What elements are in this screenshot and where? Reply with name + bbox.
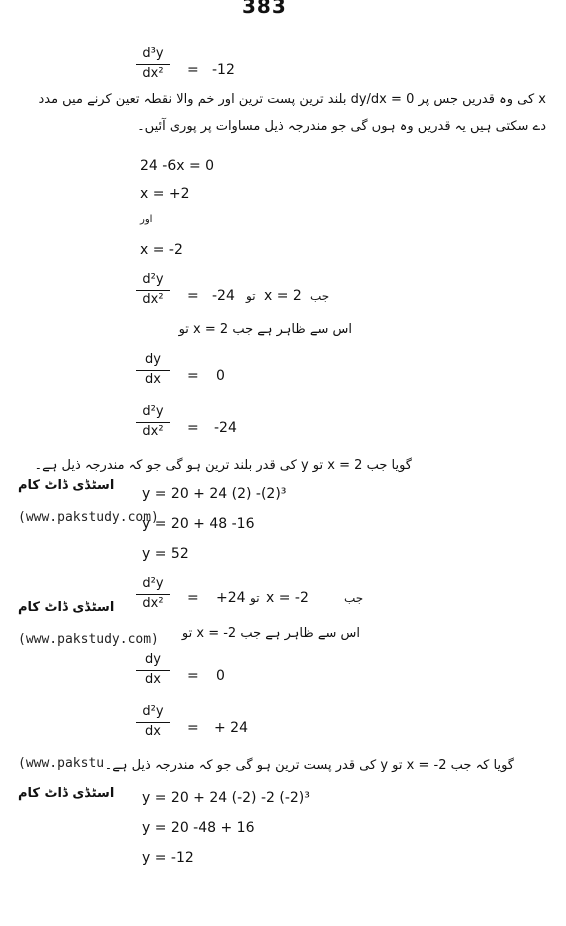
watermark-url-cut: (www.pakstu — [18, 756, 105, 771]
equals-sign: = — [187, 288, 199, 304]
equals-sign: = — [187, 368, 199, 384]
fraction-numerator: dy — [145, 352, 161, 367]
fraction-d2y-dx2 — [136, 576, 170, 612]
fraction-denominator: dx² — [142, 66, 164, 81]
value-plus24: +24 — [216, 590, 246, 606]
equals-sign: = — [187, 668, 199, 684]
value-zero: 0 — [216, 368, 225, 384]
fraction-bar — [136, 670, 170, 671]
urdu-jab: جب — [344, 591, 364, 605]
urdu-to: تو — [246, 289, 256, 303]
urdu-to: تو — [250, 591, 260, 605]
fraction-bar — [136, 64, 170, 65]
fraction-dy-dx — [136, 652, 170, 688]
value-zero: 0 — [216, 668, 225, 684]
fraction-denominator: dx — [145, 724, 161, 739]
urdu-paragraph-line-2: دے سکتی ہیں یہ قدریں وہ ہوں گی جو مندرجہ ذیل مساوات پر پوری آئیں۔ — [137, 119, 546, 134]
page-number: 383 — [242, 0, 287, 18]
fraction-d2y-dx2 — [136, 404, 170, 440]
value-neg24: -24 — [212, 288, 235, 304]
y-line-6: y = -12 — [142, 850, 194, 866]
equation-24-6x: 24 -6x = 0 — [140, 158, 215, 174]
watermark-urdu-name: اسٹڈی ڈاٹ کام — [18, 600, 115, 615]
fraction-numerator: d²y — [142, 272, 164, 287]
fraction-denominator: dx² — [142, 596, 164, 611]
fraction-denominator: dx — [145, 672, 161, 687]
urdu-paragraph-line-1: x کی وہ قدریں جس پر 0 = dy/dx بلند ترین پست ترین اور خم والا نقطہ تعین کرنے میں مدد — [38, 92, 546, 107]
urdu-jab: جب — [310, 289, 330, 303]
equation-x-plus2: x = +2 — [140, 186, 190, 202]
fraction-bar — [136, 370, 170, 371]
fraction-denominator: dx² — [142, 292, 164, 307]
condition-x-eq-2: x = 2 — [264, 288, 302, 304]
watermark-urdu-name: اسٹڈی ڈاٹ کام — [18, 478, 115, 493]
condition-x-eq-neg2: x = -2 — [266, 590, 309, 606]
fraction-numerator: d²y — [142, 704, 164, 719]
value-neg12: -12 — [212, 62, 235, 78]
urdu-aur: اور — [140, 214, 153, 225]
fraction-numerator: d²y — [142, 576, 164, 591]
fraction-dy-dx — [136, 352, 170, 388]
equals-sign: = — [187, 590, 199, 606]
watermark-url: (www.pakstudy.com) — [18, 510, 159, 525]
urdu-line-3: اس سے ظاہر ہے جب 2 = x تو — [178, 322, 352, 337]
y-line-1: y = 20 + 24 (2) -(2)³ — [142, 486, 287, 502]
fraction-numerator: dy — [145, 652, 161, 667]
fraction-bar — [136, 290, 170, 291]
fraction-bar — [136, 594, 170, 595]
equals-sign: = — [187, 62, 199, 78]
urdu-line-6: گویا کہ جب 2- = x تو y کی قدر پست ترین ہو گی جو کہ مندرجہ ذیل ہے۔ — [104, 758, 514, 773]
y-line-3: y = 52 — [142, 546, 189, 562]
y-line-4: y = 20 + 24 (-2) -2 (-2)³ — [142, 790, 310, 806]
fraction-denominator: dx² — [142, 424, 164, 439]
y-line-5: y = 20 -48 + 16 — [142, 820, 255, 836]
equals-sign: = — [187, 420, 199, 436]
equation-x-minus2: x = -2 — [140, 242, 183, 258]
equals-sign: = — [187, 720, 199, 736]
fraction-numerator: d³y — [142, 46, 164, 61]
fraction-d3y-dx2 — [136, 46, 170, 82]
fraction-numerator: d²y — [142, 404, 164, 419]
urdu-line-5: اس سے ظاہر ہے جب 2- = x تو — [181, 626, 360, 641]
fraction-d2y-dx — [136, 704, 170, 740]
fraction-bar — [136, 422, 170, 423]
fraction-d2y-dx2 — [136, 272, 170, 308]
fraction-bar — [136, 722, 170, 723]
value-plus24: + 24 — [214, 720, 248, 736]
fraction-denominator: dx — [145, 372, 161, 387]
y-line-2: y = 20 + 48 -16 — [142, 516, 255, 532]
value-neg24: -24 — [214, 420, 237, 436]
urdu-line-4: گویا جب 2 = x تو y کی قدر بلند ترین ہو گی جو کہ مندرجہ ذیل ہے۔ — [34, 458, 412, 473]
watermark-urdu-name: اسٹڈی ڈاٹ کام — [18, 786, 115, 801]
watermark-url: (www.pakstudy.com) — [18, 632, 159, 647]
